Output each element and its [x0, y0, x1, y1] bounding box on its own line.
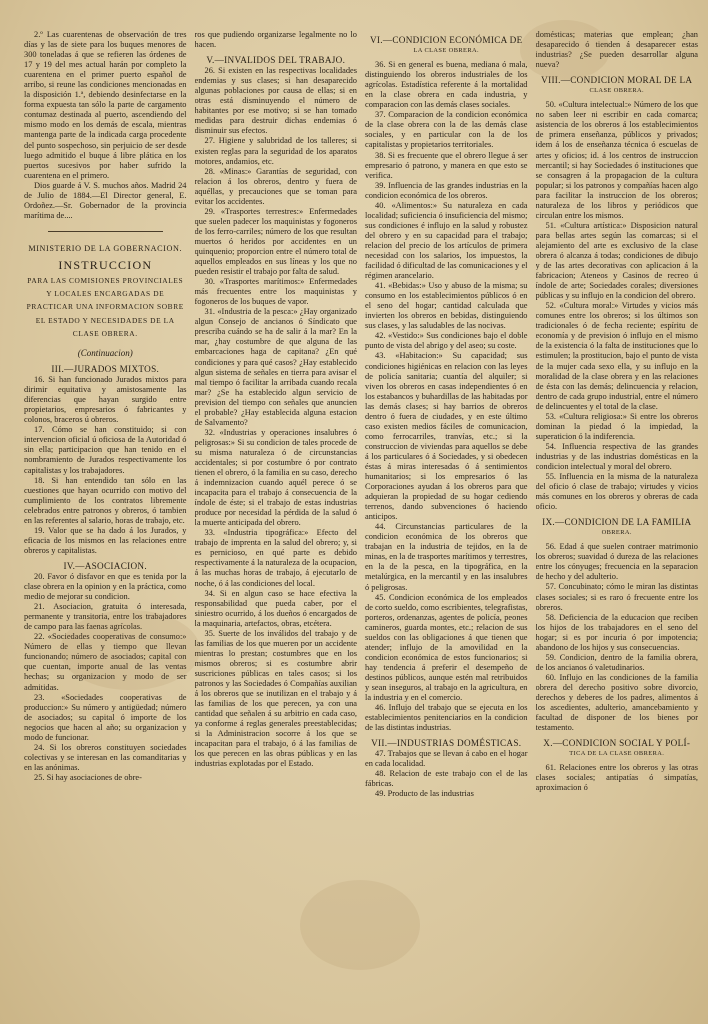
section-subheading: OBRERA.	[601, 529, 632, 537]
paragraph: 58. Deficiencia de la educacion que reciben los hijos de los trabajadores en el seno del hogar; si es por incuria ó por impotencia; abandono de los hijos y sus consecuencias.	[535, 612, 698, 652]
section-heading: X.—CONDICION SOCIAL Y POLÍ-	[543, 738, 691, 749]
instruction-title: INSTRUCCION	[58, 257, 153, 272]
paragraph: 35. Suerte de los inválidos del trabajo y de las familias de los que mueren por un accidente mientras lo prestan; costumbres que en los mismos obreros; si es costumbre abrir suscriciones públicas en tales casos; si los patronos y las Sociedades ó Compañías auxilian á los obreros que se inutilizan en el trabajo y á las familias de los que perecen, ya con una cantidad que señalen á su arbitrio en cada caso, ya conforme á reglas generales preestablecidas; si la Administracion socorre á los que se incapacitan para el trabajo, ó á las familias de los que perecen en las obras públicas y en las industrias explotadas por el Estado.	[194, 628, 357, 769]
paragraph: 2.º Las cuarentenas de observación de tres días y las de siete para los buques menores de 300 toneladas á que se refieren las órdenes de 17 y 19 del mes actual harán por completo la cuarentena en el primer puerto español de arribo, si reune las condiciones mencionadas en la disposición 1.ª, debiendo desinfectarse en la forma expuesta tan sólo la parte de cargamento contumaz destinada al puerto, ascendiendo del mismo modo en los demás de escala, mientras mantenga parte de la indicada carga procedente del punto sospechoso, sin perjuicio de ser desde luego admitido el buque á libre plática en los puertos sucesivos por haber sufrido la cuarentena en el primero.	[24, 30, 187, 180]
paragraph: 38. Si es frecuente que el obrero llegue á ser empresario ó patrono, y manera en que esto se verifica.	[365, 150, 528, 180]
paragraph: 41. «Bebidas:» Uso y abuso de la misma; su consumo en los establecimientos públicos ó en el seno del hogar; cantidad calculada que invierten los obreros en bebidas, distinguiendo sus clases, y las saludables de las nocivas.	[365, 281, 528, 331]
continuation-note: (Continuacion)	[77, 348, 133, 358]
paragraph: 32. «Industrias y operaciones insalubres ó peligrosas:» Si su condicion de tales procede de su misma naturaleza ó de circunstancias accidentales; si por costumbre ó por contrato tienen el obrero, ó la familia en su caso, derecho á indemnizacion cuando aquél perece ó se incapacita para el trabajo á consecuencia de la índole de éste; si el trabajo de estas industrias produce por necesidad la pérdida de la salud ó la muerte anticipada del obrero.	[194, 427, 357, 528]
column-2	[195, 30, 358, 1016]
section-heading: VI.—CONDICION ECONÓMICA DE	[370, 35, 523, 45]
paragraph: 57. Concubinato; cómo le miran las distintas clases sociales; si es raro ó frecuente entre los obreros.	[535, 582, 698, 612]
section-subheading: CLASE OBRERA.	[589, 87, 645, 95]
paragraph: 55. Influencia en la misma de la naturaleza del oficio ó clase de trabajo; virtudes y vicios más comunes en los obreros y obreras de cada oficio.	[535, 472, 698, 512]
paragraph: 37. Comparacion de la condicion económica de la clase obrera con la de las demás clase sociales, y en particular con la de los capitalistas y propietarios territoriales.	[365, 110, 528, 150]
ministry-heading: MINISTERIO DE LA GOBERNACION.	[28, 243, 183, 253]
paragraph: 26. Si existen en las respectivas localidades endemias y sus clases; si han desaparecido algunas poblaciones por causa de ellas; si en otras está disminuyendo el número de habitantes por ese motivo; si se han tomado medidas para destruir dichas endemias ó disminuir sus efectos.	[194, 66, 357, 136]
paragraph: 30. «Trasportes marítimos:» Enfermedades más frecuentes entre los maquinistas y fogoneros de los buques de vapor.	[194, 277, 357, 307]
column-3	[365, 30, 528, 1016]
paragraph: 47. Trabajos que se llevan á cabo en el hogar en cada localidad.	[365, 749, 528, 769]
instruction-subtitle: PARA LAS COMISIONES PROVINCIALES Y LOCALES ENCARGADAS DE PRACTICAR UNA INFORMACION SOBRE EL ESTADO Y NECESIDADES DE LA CLASE OBRERA.	[26, 275, 184, 338]
paragraph-continuation: domésticas; materias que emplean; ¿han desaparecido ó tienden á desaparecer estas industrias? ¿Se pueden desarrollar alguna nueva?	[535, 30, 698, 70]
paragraph: 45. Condicion económica de los empleados de corto sueldo, como escribientes, telegrafistas, porteros, ordenanzas, agentes de policía, peones camineros, guarda montes, etc.; relacion de sus sueldos con las obligaciones á que tienen que atender; influjo de la amovilidad en la condicion económica de estos funcionarios; si hay tendencia á preferir el desempeño de destinos públicos, aunque estén mal retribuidos y sean inseguros, al trabajo en la agricultura, en la industria y en el comercio.	[365, 592, 528, 703]
paragraph: 43. «Habitacion:» Su capacidad; sus condiciones higiénicas en relacion con las leyes de policía sanitaria; cuantía del alquiler; si viven los obreros en casas independientes ó en los estabancos y buhardillas de las habitadas por las demás clases; si hay barrios de obreros dentro ó fuera de ciudades, y en este último caso existen medios fáciles de comunicacion, como ferrocarriles, tranvías, etc.; si la construccion de viviendas para aquellos se debe á los particulares ó á Sociedades, y si obedecen éstas á miras interesadas ó á sentimientos humanitarios; si los empresarios ó las Corporaciones ayudan á los obreros para que adquieran la propiedad de su hogar cediendo terrenos, dando subvenciones ó haciendo anticipos.	[365, 351, 528, 522]
section-heading: VIII.—CONDICION MORAL DE LA	[541, 75, 693, 86]
paragraph: 28. «Minas:» Garantías de seguridad, con relacion á los obreros, dentro y fuera de aquéllas, y precauciones que se toman para evitar los accidentes.	[194, 166, 357, 206]
paragraph: 51. «Cultura artística:» Disposicion natural para bellas artes según las comarcas; si el alejamiento del arte es exclusivo de la clase obrera ó alcanza á todas; condiciones de dibujo y de las artes decorativas con aplicacion á la fabricacion; Ateneos y Casinos de recreo ú índole de arte; Sociedades corales; diversiones públicas y su influjo en la condicion del obrero.	[535, 220, 698, 301]
paragraph: 18. Si han entendido tan sólo en las cuestiones que hayan ocurrido con motivo del cumplimiento de los contratos libremente celebrados entre patronos y obreros, ó tambien en las referentes al salario, horas de trabajo, etc.	[24, 475, 187, 525]
section-heading: IV.—ASOCIACION.	[63, 560, 147, 571]
paragraph: 25. Si hay asociaciones de obre-	[34, 772, 142, 782]
paragraph: 22. «Sociedades cooperativas de consumo:» Número de ellas y tiempo que llevan funcionando; número de asociados; capital con que cuentan, importe anual de las ventas hechas; su organizacion y modo de ser admitidas.	[24, 632, 187, 692]
section-subheading: TICA DE LA CLASE OBRERA.	[569, 750, 665, 758]
section-heading: VII.—INDUSTRIAS DOMÉSTICAS.	[371, 738, 522, 749]
column-4	[536, 30, 699, 1016]
section-subheading: LA CLASE OBRERA.	[413, 47, 480, 55]
paragraph: 54. Influencia respectiva de las grandes industrias y de las industrias domésticas en la condicion intelectual y moral del obrero.	[535, 441, 698, 471]
paragraph: 19. Valor que se ha dado á los Jurados, y eficacia de los mismos en las relaciones entre obreros y capitalistas.	[24, 525, 187, 555]
paragraph: 16. Si han funcionado Jurados mixtos para dirimir equitativa y amistosamente las diferencias que hayan surgido entre propietarios, empresarios ó fabricantes y colonos, braceros ú obreros.	[24, 375, 187, 425]
paragraph: 17. Cómo se han constituido; si con intervencion oficial ú oficiosa de la Autoridad ó sin ella; participacion que han tenido en el nombramiento de Jurados respectivamente los capitalistas y los trabajadores.	[24, 425, 187, 475]
section-heading: V.—INVALIDOS DEL TRABAJO.	[206, 55, 346, 66]
paragraph: 20. Favor ó disfavor en que es tenida por la clase obrera en la opinion y en la práctica, como medio de mejorar su condicion.	[24, 571, 187, 602]
section-heading: IX.—CONDICION DE LA FAMILIA	[542, 517, 692, 528]
paragraph: 60. Influjo en las condiciones de la familia obrera del derecho positivo sobre divorcio, derechos y deberes de los padres, alimentos á los ascedientes, adulterio, amancebamiento y facultad de disponer de los bienes por testamento.	[535, 672, 698, 733]
paragraph: 46. Influjo del trabajo que se ejecuta en los establecimientos penitenciarios en la condicion de las distintas industrias.	[365, 703, 528, 733]
paragraph: 36. Si en general es buena, mediana ó mala, distinguiendo los obreros industriales de los agrícolas. Estadística referente á la mortalidad en la clase obrera en cada industria, y comparacion con las demás clases sociales.	[365, 60, 528, 110]
paragraph: 49. Producto de las industrias	[375, 789, 474, 799]
paragraph: 44. Circunstancias particulares de la condicion económica de los obreros que trabajan en la industria de tejidos, en la de minas, en la de trasportes marítimos y terrestres, en la de la pesca, en la tipográfica, en la metalúrgica, en la mercantil y en las insalubres ó peligrosas.	[365, 522, 528, 592]
paragraph: 59. Condicion, dentro de la familia obrera, de los ancianos ó valetudinarios.	[535, 652, 698, 672]
paragraph: 27. Higiene y salubridad de los talleres; si existen reglas para la seguridad de los aparatos motores, andamios, etc.	[194, 136, 357, 166]
paragraph: 50. «Cultura intelectual:» Número de los que no saben leer ni escribir en cada comarca; asistencia de los obreros á los establecimientos de primera enseñanza, públicos y privados; idem á los de enseñanza técnica ó escuelas de artes y oficios; id. á los centros de instruccion mercantil; si hay Sociedades ó instituciones que se consagren á la propagacion de la cultura popular; si los patronos y compañías hacen algo para facilitar la instruccion de los obreros; naturaleza de los libros y periódicos que circulan entre los mismos.	[535, 100, 698, 220]
paragraph: 33. «Industria tipográfica:» Efecto del trabajo de imprenta en la salud del obrero; y, si es pernicioso, en qué parte es debido respectivamente á la naturaleza de la ocupacion, á las muchas horas de trabajo, á ejecutarlo de noche, ó á las condiciones del local.	[194, 528, 357, 588]
paragraph-continuation: ros que pudiendo organizarse legalmente no lo hacen.	[194, 30, 357, 50]
paragraph: 34. Si en algun caso se hace efectiva la responsabilidad que pueda caber, por el siniestro ocurrido, á los dueños ó encargados de la maquinaria, artefactos, obras, etcétera.	[194, 588, 357, 628]
paragraph: 53. «Cultura religiosa:» Si entre los obreros dominan la piedad ó la impiedad, la superaticion ó la indiferencia.	[535, 411, 698, 441]
section-divider	[48, 231, 163, 232]
paragraph: 56. Edad á que suelen contraer matrimonio los obreros; suavidad ó dureza de las relaciones entre los cónyuges; frecuencia en la separacion de hecho y del adulterio.	[535, 542, 698, 582]
paragraph: 39. Influencia de las grandes industrias en la condicion económica de los obreros.	[365, 180, 528, 200]
paragraph: 24. Si los obreros constituyen sociedades colectivas y se interesan en las comanditarias y en las anónimas.	[24, 742, 187, 772]
section-heading: III.—JURADOS MIXTOS.	[51, 364, 160, 375]
paragraph: 31. «Industria de la pesca:» ¿Hay organizado algun Consejo de ancianos ó Síndicato que prescriba cuándo se ha de salir á la mar? En la mar, ¿hay costumbre de que alguna de las embarcaciones haga de capitana? ¿En qué condiciones y para qué casos? ¿Hay establecido algun sistema de señales en tierra para avisar el mal tiempo ó facilitar la arribada cuando recala mar? ¿Se ha establecido algun servicio de prevision del tiempo con señales que anuncien el probable? ¿Hay establecida alguna estacion de Salvamento?	[194, 307, 357, 427]
paragraph: 23. «Sociedades cooperativas de produccion:» Su número y antigüedad; número de asociados; su capital ó importe de los negocios que hacen al año; su organizacion y modo de funcionar.	[24, 692, 187, 742]
paragraph: 21. Asociacion, gratuita ó interesada, permanente y transitoria, entre los trabajadores de campo para las faenas agrícolas.	[24, 602, 187, 632]
paragraph: 48. Relacion de este trabajo con el de las fábricas.	[365, 769, 528, 789]
column-1	[24, 30, 187, 1016]
paragraph: 61. Relaciones entre los obreros y las otras clases sociales; antipatías ó simpatías, aproximacion ó	[535, 763, 698, 793]
paragraph: Dios guarde á V. S. muchos años. Madrid 24 de Julio de 1884.—El Director general, E. Ordoñez.—Sr. Gobernador de la provincia marítima de....	[24, 180, 187, 220]
paragraph: 42. «Vestido:» Sus condiciones bajo el doble punto de vista del abrigo y del aseo; su coste.	[365, 331, 528, 351]
paragraph: 52. «Cultura moral:» Virtudes y vicios más comunes entre los obreros; si los últimos son tradicionales ó de fecha reciente; espíritu de economía y de prevision ó influjo en el mismo de la existencia ó la falta de instituciones que lo estimulen; la prostitucion, bajo el punto de vista de la mujer cada sexo ella, y su influjo en la moralidad de la clase obrera y en las relaciones de ésta con las demás; delincuencia y relacion, dentro de cada grupo industrial, entre el número de delincuentes y el total de la clase.	[535, 301, 698, 411]
paragraph: 29. «Trasportes terrestres:» Enfermedades que suelen padecer los maquinistas y fogoneros de los ferro-carriles; número de los que resultan muertos ó heridos por accidentes en un quinquenio; proporcion entre el número total de aquellos empleados en sus líneas y los que no pueden resistir el trabajo por falta de salud.	[194, 206, 357, 277]
paragraph: 40. «Alimentos:» Su naturaleza en cada localidad; suficiencia ó insuficiencia del mismo; sus condiciones é influjo en la salud y robustez del obrero y en su capacidad para el trabajo; relacion del precio de los artículos de primera necesidad con los salarios, los impuestos, la facilidad ó dificultad de las comunicaciones y el régimen arancelario.	[365, 200, 528, 281]
